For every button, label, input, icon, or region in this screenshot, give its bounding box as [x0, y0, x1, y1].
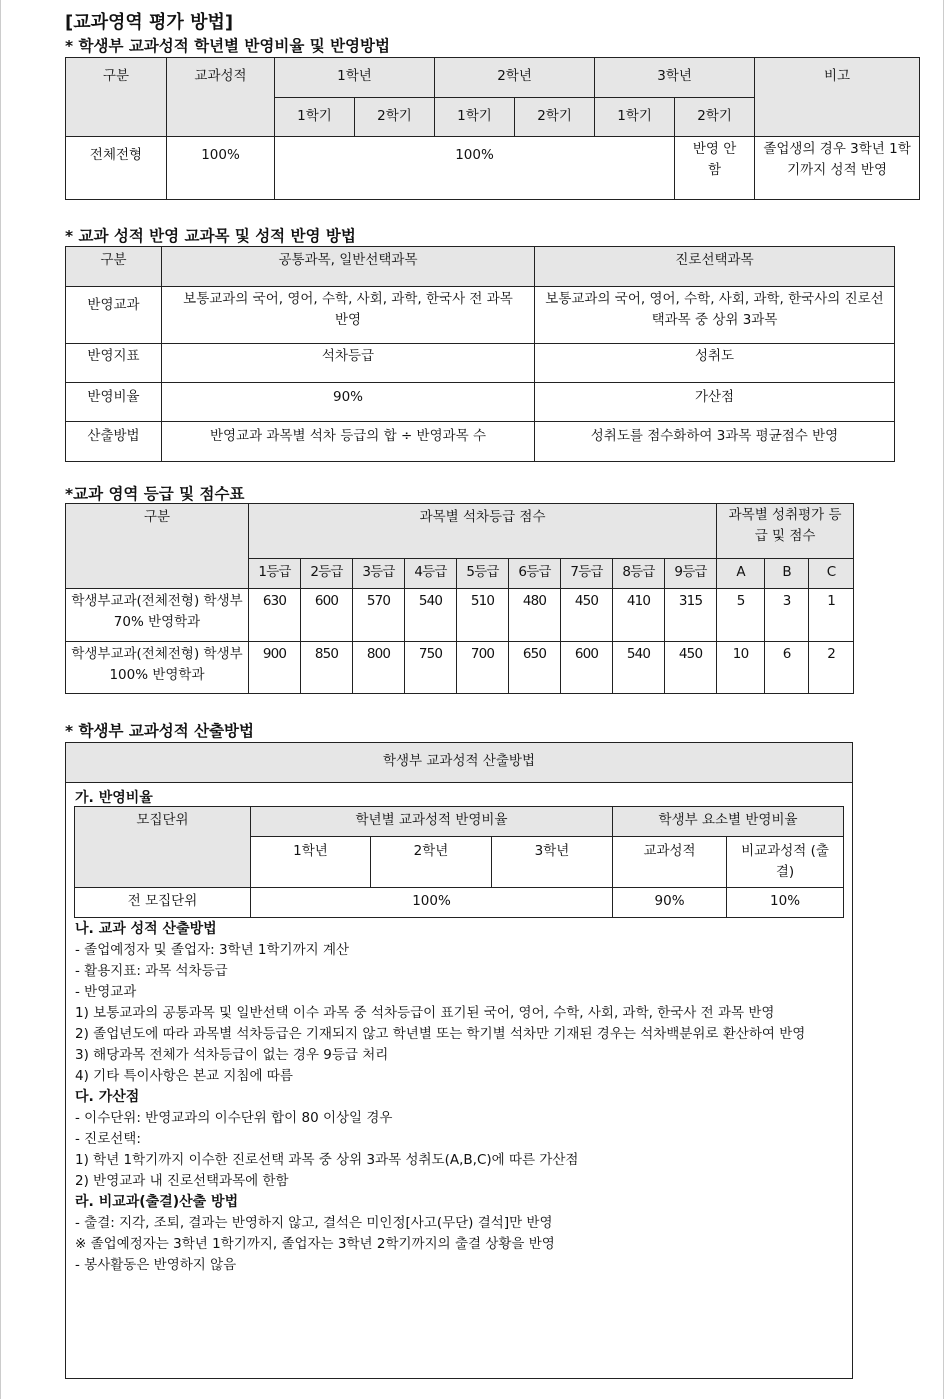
text-line: - 진로선택: — [75, 1131, 141, 1147]
section-heading: * 교과 성적 반영 교과목 및 성적 반영 방법 — [65, 227, 356, 245]
table-cell: 성취도를 점수화하여 3과목 평균점수 반영 — [535, 422, 895, 462]
header-cell: 1학년 — [251, 837, 371, 888]
header-cell: 2학기 — [675, 98, 755, 137]
header-cell: 1학기 — [595, 98, 675, 137]
score-cell: 1 — [809, 589, 854, 642]
subsection-heading: 나. 교과 성적 산출방법 — [75, 921, 217, 937]
text-line: 4) 기타 특이사항은 본교 지침에 따름 — [75, 1068, 293, 1084]
score-cell: 700 — [457, 642, 509, 694]
header-cell: 구분 — [66, 247, 162, 287]
table-row — [66, 642, 854, 694]
text-line: - 출결: 지각, 조퇴, 결과는 반영하지 않고, 결석은 미인정[사고(무단) 결석]만 반영 — [75, 1215, 553, 1231]
header-cell: 2학기 — [515, 98, 595, 137]
header-cell: 과목별 석차등급 점수 — [249, 504, 717, 559]
table-cell: 졸업생의 경우 3학년 1학기까지 성적 반영 — [755, 137, 920, 200]
header-cell: 모집단위 — [75, 807, 251, 888]
subsection-heading: 라. 비교과(출결)산출 방법 — [75, 1194, 239, 1210]
score-cell: 6 — [765, 642, 809, 694]
table-cell: 100% — [167, 137, 275, 200]
grade-header-cell: A — [717, 559, 765, 589]
text-line: - 졸업예정자 및 졸업자: 3학년 1학기까지 계산 — [75, 942, 350, 958]
grade-header-cell: 3등급 — [353, 559, 405, 589]
table-cell: 반영비율 — [66, 383, 162, 422]
grade-header-cell: 1등급 — [249, 559, 301, 589]
grade-header-cell: 7등급 — [561, 559, 613, 589]
text-line: 2) 반영교과 내 진로선택과목에 한함 — [75, 1173, 289, 1189]
score-cell: 850 — [301, 642, 353, 694]
header-cell: 1학기 — [275, 98, 355, 137]
header-cell: 구분 — [66, 504, 249, 589]
table-cell: 반영 안함 — [675, 137, 755, 200]
header-cell: 3학년 — [595, 58, 755, 98]
grade-header-cell: 2등급 — [301, 559, 353, 589]
section-heading: * 학생부 교과성적 학년별 반영비율 및 반영방법 — [65, 37, 390, 55]
subject-method-table — [65, 246, 895, 462]
ratio-table — [74, 806, 844, 918]
score-cell: 650 — [509, 642, 561, 694]
calculation-method-box — [65, 742, 853, 1379]
score-cell: 800 — [353, 642, 405, 694]
table-cell: 석차등급 — [162, 344, 535, 383]
table-cell: 전 모집단위 — [75, 888, 251, 918]
table-cell: 전체전형 — [66, 137, 167, 200]
grade-header-cell: 4등급 — [405, 559, 457, 589]
text-line: - 활용지표: 과목 석차등급 — [75, 963, 228, 979]
table-row — [66, 589, 854, 642]
subsection-heading: 가. 반영비율 — [75, 790, 153, 806]
header-cell: 비고 — [755, 58, 920, 137]
grade-score-table — [65, 503, 854, 694]
grade-header-cell: 5등급 — [457, 559, 509, 589]
score-cell: 10 — [717, 642, 765, 694]
score-cell: 450 — [561, 589, 613, 642]
text-line: ※ 졸업예정자는 3학년 1학기까지, 졸업자는 3학년 2학기까지의 출결 상황을 반영 — [75, 1236, 555, 1252]
score-cell: 540 — [405, 589, 457, 642]
table-cell: 보통교과의 국어, 영어, 수학, 사회, 과학, 한국사 전 과목 반영 — [162, 287, 535, 344]
grade-header-cell: 6등급 — [509, 559, 561, 589]
table-cell: 보통교과의 국어, 영어, 수학, 사회, 과학, 한국사의 진로선택과목 중 상위 3과목 — [535, 287, 895, 344]
header-cell: 과목별 성취평가 등급 및 점수 — [717, 504, 854, 559]
header-cell: 비교과성적 (출결) — [727, 837, 844, 888]
table-cell: 반영교과 — [66, 287, 162, 344]
table-cell: 90% — [613, 888, 727, 918]
score-cell: 540 — [613, 642, 665, 694]
score-cell: 480 — [509, 589, 561, 642]
score-cell: 2 — [809, 642, 854, 694]
box-title: 학생부 교과성적 산출방법 — [66, 743, 852, 783]
text-line: 2) 졸업년도에 따라 과목별 석차등급은 기재되지 않고 학년별 또는 학기별 석차만 기재된 경우는 석차백분위로 환산하여 반영 — [75, 1026, 806, 1042]
header-cell: 1학기 — [435, 98, 515, 137]
section-heading: * 학생부 교과성적 산출방법 — [65, 722, 254, 740]
table-cell: 10% — [727, 888, 844, 918]
header-cell: 교과성적 — [613, 837, 727, 888]
header-cell: 2학년 — [371, 837, 492, 888]
table-cell: 반영지표 — [66, 344, 162, 383]
page-title: [교과영역 평가 방법] — [65, 12, 234, 33]
table-cell: 반영교과 과목별 석차 등급의 합 ÷ 반영과목 수 — [162, 422, 535, 462]
header-cell: 공통과목, 일반선택과목 — [162, 247, 535, 287]
score-cell: 5 — [717, 589, 765, 642]
score-cell: 3 — [765, 589, 809, 642]
header-cell: 1학년 — [275, 58, 435, 98]
header-cell: 2학년 — [435, 58, 595, 98]
subsection-heading: 다. 가산점 — [75, 1089, 140, 1105]
text-line: - 이수단위: 반영교과의 이수단위 합이 80 이상일 경우 — [75, 1110, 393, 1126]
method-text — [75, 919, 845, 1276]
score-cell: 750 — [405, 642, 457, 694]
score-cell: 315 — [665, 589, 717, 642]
score-cell: 570 — [353, 589, 405, 642]
section-heading: *교과 영역 등급 및 점수표 — [65, 485, 245, 503]
score-cell: 450 — [665, 642, 717, 694]
table-cell: 100% — [251, 888, 613, 918]
header-cell: 구분 — [66, 58, 167, 137]
row-label: 학생부교과(전체전형) 학생부 70% 반영학과 — [66, 589, 249, 642]
header-cell: 교과성적 — [167, 58, 275, 137]
header-cell: 3학년 — [492, 837, 613, 888]
row-label: 학생부교과(전체전형) 학생부 100% 반영학과 — [66, 642, 249, 694]
grade-header-cell: 9등급 — [665, 559, 717, 589]
header-cell: 2학기 — [355, 98, 435, 137]
table-cell: 가산점 — [535, 383, 895, 422]
grade-header-cell: 8등급 — [613, 559, 665, 589]
header-cell: 학년별 교과성적 반영비율 — [251, 807, 613, 837]
header-cell: 진로선택과목 — [535, 247, 895, 287]
score-cell: 510 — [457, 589, 509, 642]
text-line: 1) 보통교과의 공통과목 및 일반선택 이수 과목 중 석차등급이 표기된 국어, 영어, 수학, 사회, 과학, 한국사 전 과목 반영 — [75, 1005, 775, 1021]
table-cell: 성취도 — [535, 344, 895, 383]
table-cell: 100% — [275, 137, 675, 200]
text-line: 3) 해당과목 전체가 석차등급이 없는 경우 9등급 처리 — [75, 1047, 389, 1063]
text-line: 1) 학년 1학기까지 이수한 진로선택 과목 중 상위 3과목 성취도(A,B,C)에 따른 가산점 — [75, 1152, 579, 1168]
grade-header-cell: C — [809, 559, 854, 589]
header-cell: 학생부 요소별 반영비율 — [613, 807, 844, 837]
grade-header-cell: B — [765, 559, 809, 589]
score-cell: 410 — [613, 589, 665, 642]
text-line: - 반영교과 — [75, 984, 137, 1000]
table-cell: 산출방법 — [66, 422, 162, 462]
text-line: - 봉사활동은 반영하지 않음 — [75, 1257, 237, 1273]
score-cell: 600 — [301, 589, 353, 642]
score-cell: 600 — [561, 642, 613, 694]
table-cell: 90% — [162, 383, 535, 422]
score-cell: 630 — [249, 589, 301, 642]
grade-ratio-table — [65, 57, 920, 200]
score-cell: 900 — [249, 642, 301, 694]
